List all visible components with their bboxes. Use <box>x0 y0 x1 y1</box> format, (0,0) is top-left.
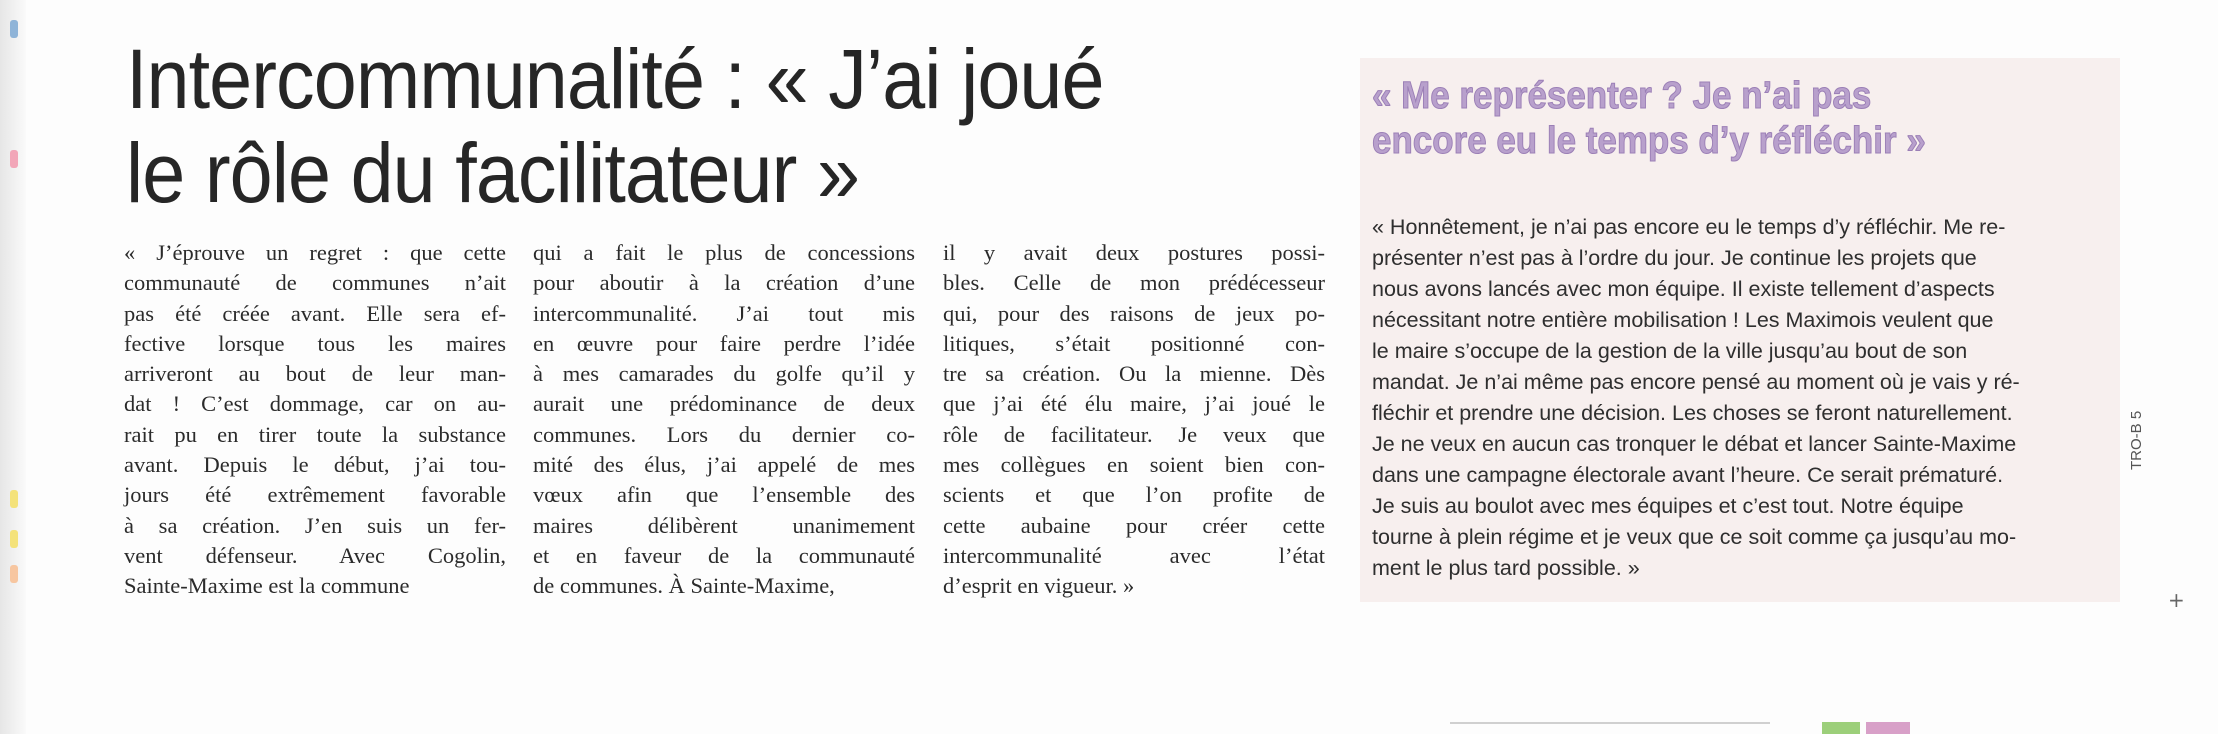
printer-color-mark <box>10 20 18 38</box>
printer-color-mark <box>10 490 18 508</box>
sidebar-text-line: fléchir et prendre une décision. Les choses se feront naturellement. <box>1372 401 2013 425</box>
sidebar-text-line: dans une campagne électorale avant l’heure. Ce serait prématuré. <box>1372 463 2004 487</box>
sidebar-text-line: tourne à plein régime et je veux que ce soit comme ça jusqu’au mo- <box>1372 525 2017 549</box>
article-text-line: communes. Lors du dernier co- <box>533 421 915 447</box>
article-text-line: tre sa création. Ou la mienne. Dès <box>943 361 1325 387</box>
article-text-line: rôle de facilitateur. Je veux que <box>943 421 1325 447</box>
article-text-line: intercommunalité avec l’état <box>943 542 1325 568</box>
article-text-line: en œuvre pour faire perdre l’idée <box>533 330 915 356</box>
article-text-line: Sainte-Maxime est la commune <box>124 573 410 599</box>
headline-line: le rôle du facilitateur » <box>126 126 860 220</box>
article-text-line: rait pu en tirer toute la substance <box>124 421 506 447</box>
crop-mark-icon: + <box>2168 588 2185 612</box>
article-text-line: mité des élus, j’ai appelé de mes <box>533 452 915 478</box>
article-text-line: que j’ai été élu maire, j’ai joué le <box>943 391 1325 417</box>
color-bar-pink <box>1866 722 1910 734</box>
article-column-2 <box>533 238 915 602</box>
article-text-line: à sa création. J’en suis un fer- <box>124 512 506 538</box>
page-code: TRO-B 5 <box>2128 410 2145 470</box>
article-column-1 <box>124 238 506 602</box>
article-text-line: d’esprit en vigueur. » <box>943 573 1135 599</box>
article-text-line: jours été extrêmement favorable <box>124 482 506 508</box>
sidebar-quote-text <box>1372 212 2098 584</box>
article-text-line: à mes camarades du golfe qu’il y <box>533 361 915 387</box>
article-text-line: et en faveur de la communauté <box>533 542 915 568</box>
article-text-line: de communes. À Sainte-Maxime, <box>533 573 835 599</box>
printer-color-mark <box>10 530 18 548</box>
sidebar-text-line: nécessitant notre entière mobilisation ! Les Maximois veulent que <box>1372 308 1994 332</box>
article-text-line: mes collègues en soient bien con- <box>943 452 1325 478</box>
article-text-line: qui, pour des raisons de jeux po- <box>943 300 1325 326</box>
article-text-line: vœux afin que l’ensemble des <box>533 482 915 508</box>
article-column-3 <box>943 238 1325 602</box>
sidebar-text-line: Je ne veux en aucun cas tronquer le débat et lancer Sainte-Maxime <box>1372 432 2017 456</box>
article-text-line: fective lorsque tous les maires <box>124 330 506 356</box>
sidebar-title <box>1372 74 2071 164</box>
article-text-line: vent défenseur. Avec Cogolin, <box>124 542 506 568</box>
headline-line: Intercommunalité : « J’ai joué <box>126 32 1104 126</box>
article-text-line: qui a fait le plus de concessions <box>533 240 915 265</box>
sidebar-text-line: le maire s’occupe de la gestion de la ville jusqu’au bout de son <box>1372 339 1968 363</box>
article-text-line: « J’éprouve un regret : que cette <box>124 240 506 265</box>
printer-color-mark <box>10 565 18 583</box>
article-text-line: maires délibèrent unanimement <box>533 512 915 538</box>
sidebar-text-line: Je suis au boulot avec mes équipes et c’est tout. Notre équipe <box>1372 494 1964 518</box>
sidebar-text-line: « Honnêtement, je n’ai pas encore eu le temps d’y réfléchir. Me re- <box>1372 215 2006 239</box>
bottom-rule <box>1450 722 1770 724</box>
article-text-line: avant. Depuis le début, j’ai tou- <box>124 452 506 478</box>
article-text-line: aurait une prédominance de deux <box>533 391 915 417</box>
article-text-line: pour aboutir à la création d’une <box>533 270 915 296</box>
article-text-line: scients et que l’on profite de <box>943 482 1325 508</box>
article-text-line: communauté de communes n’ait <box>124 270 506 296</box>
article-text-line: pas été créée avant. Elle sera ef- <box>124 300 506 326</box>
article-text-line: intercommunalité. J’ai tout mis <box>533 300 915 326</box>
sidebar-title-line: encore eu le temps d’y réfléchir » <box>1372 120 1926 162</box>
color-bar-green <box>1822 722 1860 734</box>
article-text-line: dat ! C’est dommage, car on au- <box>124 391 506 417</box>
article-text-line: arriveront au bout de leur man- <box>124 361 506 387</box>
printer-color-marks <box>10 20 18 580</box>
article-text-line: litiques, s’était positionné con- <box>943 330 1325 356</box>
sidebar-text-line: nous avons lancés avec mon équipe. Il existe tellement d’aspects <box>1372 277 1995 301</box>
article-text-line: il y avait deux postures possi- <box>943 240 1325 265</box>
sidebar-text-line: présenter n’est pas à l’ordre du jour. Je continue les projets que <box>1372 246 1977 270</box>
printer-color-mark <box>10 150 18 168</box>
sidebar-text-line: ment le plus tard possible. » <box>1372 556 1640 580</box>
sidebar-text-line: mandat. Je n’ai même pas encore pensé au moment où je vais y ré- <box>1372 370 2020 394</box>
article-text-line: cette aubaine pour créer cette <box>943 512 1325 538</box>
article-headline <box>126 32 1138 220</box>
article-text-line: bles. Celle de mon prédécesseur <box>943 270 1325 296</box>
sidebar-title-line: « Me représenter ? Je n’ai pas <box>1372 75 1872 117</box>
